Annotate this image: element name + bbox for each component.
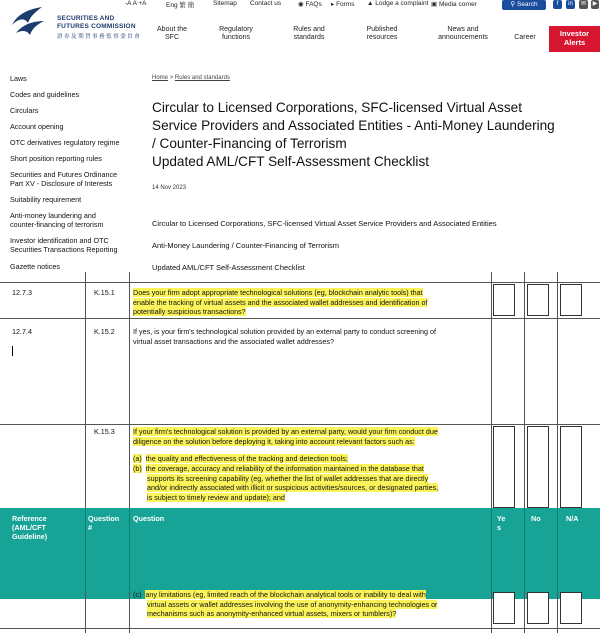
question-text: If yes, is your firm's technological solution provided by an external party to conduct screening of virtual asset transactions and the associated wallet addresses? (133, 327, 437, 346)
media-icon: ▣ (431, 1, 439, 8)
forms-link[interactable]: ▸ Forms (331, 1, 355, 8)
question-number: K.15.2 (94, 327, 115, 336)
nav-news[interactable]: News and announcements (438, 26, 488, 41)
utility-bar (0, 0, 600, 12)
checkbox-yes[interactable] (493, 426, 515, 508)
breadcrumb: Home > Rules and standards (152, 75, 230, 81)
header-no: No (531, 514, 541, 523)
contact-link[interactable]: Contact us (250, 0, 282, 7)
sidebar-item-short-position[interactable]: Short position reporting rules (10, 154, 102, 163)
sidebar-item-suitability[interactable]: Suitability requirement (10, 195, 82, 204)
header-na: N/A (566, 514, 579, 523)
breadcrumb-home[interactable]: Home (152, 75, 169, 81)
col-divider (524, 272, 525, 508)
question-number: K.15.3 (94, 427, 115, 436)
row-divider (0, 628, 600, 629)
nav-rules[interactable]: Rules and standards (293, 26, 325, 41)
page-title: Circular to Licensed Corporations, SFC-licensed Virtual Asset Service Providers and Associated Entities - Anti-Money Laundering / Counter-Financing of Terrorism Updated AML/CFT Self-Assessment Checklist (152, 100, 555, 169)
checkbox-yes[interactable] (493, 592, 515, 624)
sidebar-item-gazette[interactable]: Gazette notices (10, 262, 60, 271)
complaint-link[interactable]: ▲ Lodge a complaint (367, 0, 429, 7)
col-divider (524, 592, 525, 633)
linkedin-icon[interactable]: in (566, 0, 575, 9)
subtitle-checklist: Updated AML/CFT Self-Assessment Checklist (152, 263, 305, 272)
nav-published[interactable]: Published resources (366, 26, 398, 41)
nav-career[interactable]: Career (514, 34, 536, 41)
checkbox-no[interactable] (527, 592, 549, 624)
facebook-icon[interactable]: f (553, 0, 562, 9)
col-divider (557, 508, 558, 599)
ref-cell: 12.7.4 (12, 327, 32, 336)
language-switcher[interactable]: Eng 繁 簡 (166, 2, 195, 9)
sidebar-item-laws[interactable]: Laws (10, 74, 27, 83)
col-divider (129, 272, 130, 508)
org-name-zh: 證 券 及 期 貨 事 務 監 察 委 員 會 (57, 34, 140, 40)
checklist-table (0, 272, 600, 633)
youtube-icon[interactable]: ▶ (592, 1, 598, 7)
col-divider (129, 508, 130, 599)
col-divider (524, 508, 525, 599)
sfc-logo[interactable] (8, 3, 46, 37)
col-divider (557, 592, 558, 633)
org-name-en: SECURITIES AND FUTURES COMMISSION (57, 15, 136, 30)
sub-item-a: (a) the quality and effectiveness of the tracking and detection tools; (133, 454, 348, 463)
sidebar-item-aml[interactable]: Anti-money laundering and counter-financing of terrorism (10, 211, 104, 229)
sub-item-b: (b) the coverage, accuracy and reliability of the information maintained in the database that supports its screening capability (eg, whether the list of wallet addresses that are directly and/or indirectly associated with illicit or suspicious activities/sources, or designated parties, is subject to timely review and update); and (133, 464, 439, 502)
checkbox-no[interactable] (527, 284, 549, 316)
question-number: K.15.1 (94, 288, 115, 297)
header-question-number: Question # (88, 514, 120, 532)
subtitle-aml: Anti-Money Laundering / Counter-Financing of Terrorism (152, 241, 340, 250)
col-divider (491, 592, 492, 633)
text-cursor (12, 346, 13, 356)
col-divider (85, 508, 86, 599)
row-divider (0, 282, 600, 283)
media-link[interactable]: ▣ Media corner (431, 1, 477, 8)
faq-icon: ◉ (298, 1, 306, 8)
forms-icon: ▸ (331, 1, 337, 8)
header-question: Question (133, 514, 165, 523)
complaint-icon: ▲ (367, 0, 376, 7)
ref-cell: 12.7.3 (12, 288, 32, 297)
question-text: Does your firm adopt appropriate technological solutions (eg, blockchain analytic tools) that enable the tracking of virtual assets and the associated wallet addresses and identification of potentially suspicious transactions? (133, 288, 428, 317)
sidebar-item-codes[interactable]: Codes and guidelines (10, 90, 80, 99)
col-divider (557, 272, 558, 508)
publish-date: 14 Nov 2023 (152, 185, 187, 191)
col-divider (491, 272, 492, 508)
sidebar-item-sfo[interactable]: Securities and Futures Ordinance Part XV - Disclosure of Interests (10, 170, 118, 188)
checkbox-yes[interactable] (493, 284, 515, 316)
sidebar-item-otc[interactable]: OTC derivatives regulatory regime (10, 138, 120, 147)
investor-alerts-button[interactable]: Investor Alerts (549, 26, 600, 52)
sidebar-item-investor-id[interactable]: Investor identification and OTC Securities Transactions Reporting (10, 236, 118, 254)
col-divider (85, 592, 86, 633)
col-divider (129, 592, 130, 633)
nav-about[interactable]: About the SFC (157, 26, 187, 41)
row-divider (0, 318, 600, 319)
nav-regulatory[interactable]: Regulatory functions (219, 26, 253, 41)
question-text: If your firm's technological solution is provided by an external party, would your firm conduct due diligence on the solution before deploying it, taking into account relevant factors such as: (133, 427, 438, 446)
sidebar-item-account-opening[interactable]: Account opening (10, 122, 64, 131)
row-divider (0, 424, 600, 425)
col-divider (85, 272, 86, 508)
subtitle-circular: Circular to Licensed Corporations, SFC-licensed Virtual Asset Service Providers and Associated Entities (152, 219, 497, 228)
breadcrumb-current[interactable]: Rules and standards (174, 75, 230, 81)
sitemap-link[interactable]: Sitemap (213, 0, 237, 7)
font-size-controls[interactable]: -A A +A (125, 0, 147, 7)
sub-item-c: (c) any limitations (eg, limited reach of the blockchain analytical tools or inability to deal with virtual assets or wallet addresses involving the use of anonymity-enhancing technologies or mechanisms such as anonymity-enhanced virtual assets, mixers or tumblers)? (133, 590, 438, 619)
header-reference: Reference (AML/CFT Guideline) (12, 514, 48, 541)
checkbox-na[interactable] (560, 284, 582, 316)
faqs-link[interactable]: ◉ FAQs (298, 1, 322, 8)
sidebar-item-circulars[interactable]: Circulars (10, 106, 39, 115)
checkbox-na[interactable] (560, 426, 582, 508)
search-icon: ⚲ (510, 1, 517, 8)
col-divider (491, 508, 492, 599)
search-button[interactable]: ⚲ Search (502, 0, 546, 10)
wechat-icon[interactable]: ✉ (580, 1, 587, 7)
checkbox-na[interactable] (560, 592, 582, 624)
checkbox-no[interactable] (527, 426, 549, 508)
header-yes: Ye s (497, 514, 506, 532)
